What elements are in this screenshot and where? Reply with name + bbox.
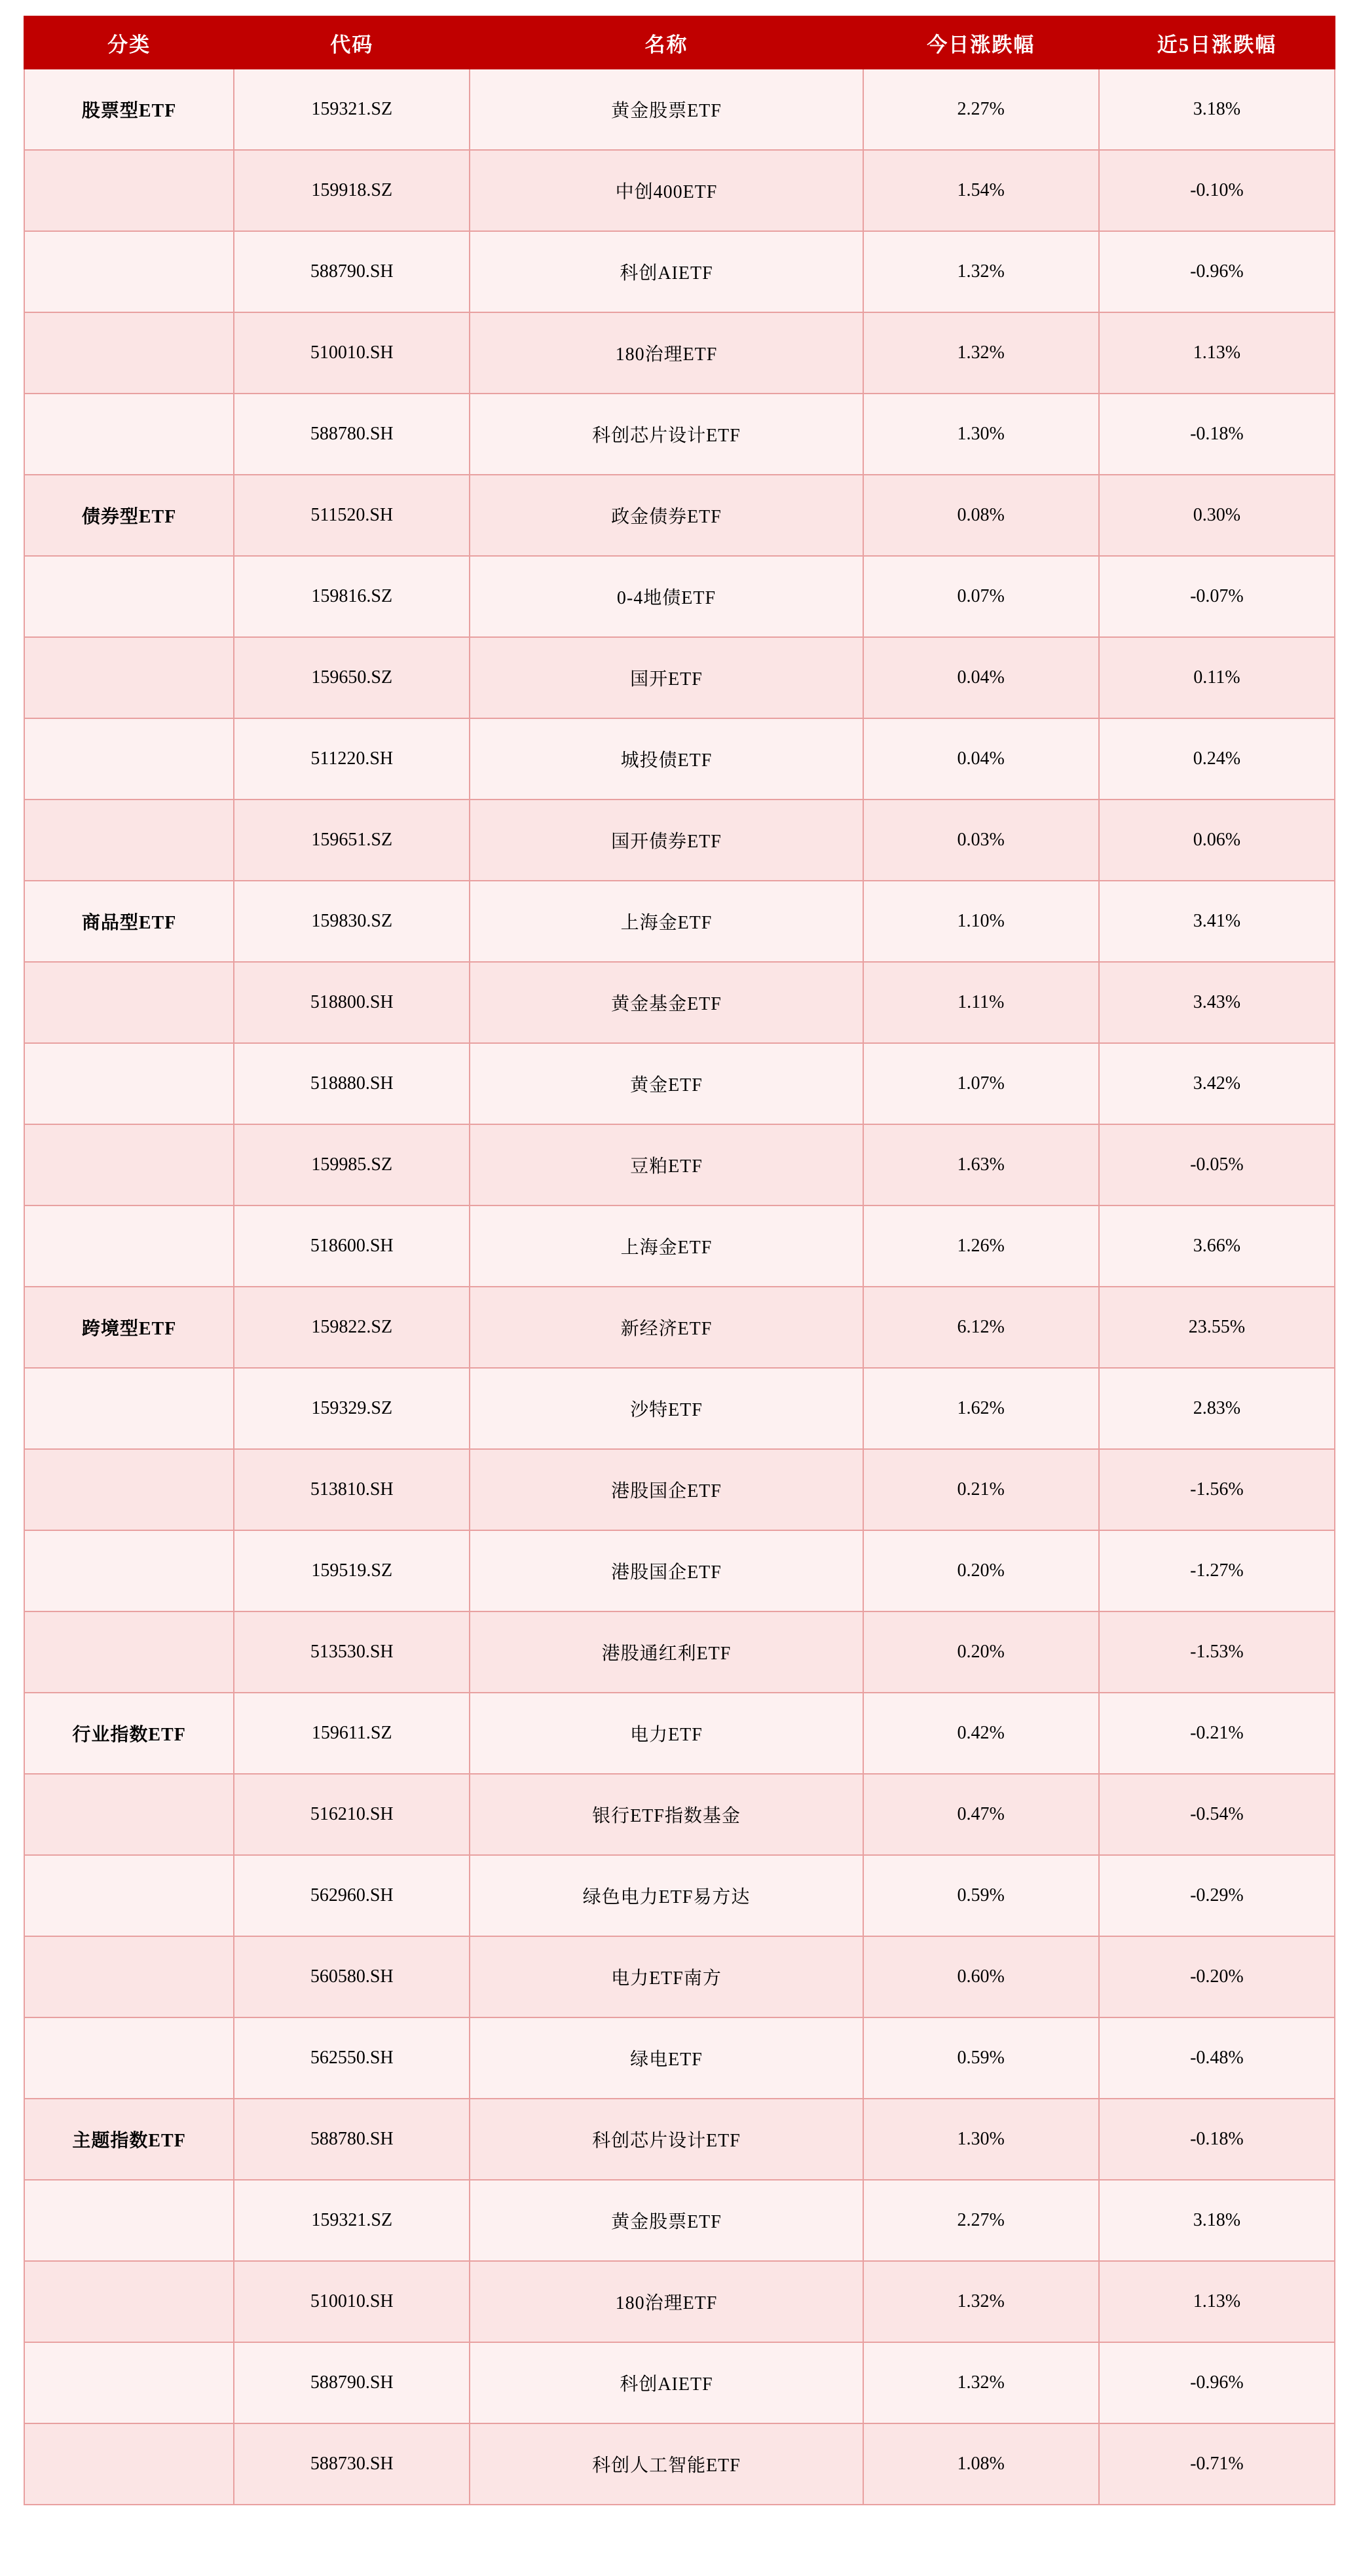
cell-five-day-change: 2.83% (1099, 1368, 1335, 1449)
cell-today-change: 1.08% (863, 2423, 1099, 2505)
cell-today-change: 0.20% (863, 1611, 1099, 1693)
cell-today-change: 6.12% (863, 1287, 1099, 1368)
cell-five-day-change: -0.96% (1099, 231, 1335, 312)
cell-code: 159651.SZ (234, 800, 470, 881)
cell-code: 159822.SZ (234, 1287, 470, 1368)
cell-name: 0-4地债ETF (470, 556, 863, 637)
cell-name: 政金债券ETF (470, 475, 863, 556)
cell-name: 港股通红利ETF (470, 1611, 863, 1693)
cell-code: 159611.SZ (234, 1693, 470, 1774)
cell-category (24, 1043, 234, 1124)
table-row (24, 1043, 1335, 1124)
cell-five-day-change: -0.20% (1099, 1936, 1335, 2017)
cell-category: 主题指数ETF (24, 2099, 234, 2180)
cell-category (24, 556, 234, 637)
cell-code: 159519.SZ (234, 1530, 470, 1611)
cell-five-day-change: -0.05% (1099, 1124, 1335, 1205)
cell-five-day-change: -1.53% (1099, 1611, 1335, 1693)
cell-name: 豆粕ETF (470, 1124, 863, 1205)
cell-five-day-change: 3.42% (1099, 1043, 1335, 1124)
cell-category (24, 394, 234, 475)
cell-five-day-change: -0.48% (1099, 2017, 1335, 2099)
cell-name: 电力ETF (470, 1693, 863, 1774)
cell-category (24, 2423, 234, 2505)
cell-name: 科创人工智能ETF (470, 2423, 863, 2505)
table-row (24, 1287, 1335, 1368)
cell-five-day-change: -0.18% (1099, 394, 1335, 475)
cell-category: 商品型ETF (24, 881, 234, 962)
table-row (24, 2017, 1335, 2099)
table-row (24, 556, 1335, 637)
table-row (24, 2099, 1335, 2180)
cell-code: 510010.SH (234, 2261, 470, 2342)
cell-five-day-change: 0.24% (1099, 718, 1335, 800)
cell-category (24, 231, 234, 312)
table-row (24, 312, 1335, 394)
cell-code: 562550.SH (234, 2017, 470, 2099)
cell-code: 588780.SH (234, 394, 470, 475)
cell-today-change: 0.21% (863, 1449, 1099, 1530)
cell-code: 159830.SZ (234, 881, 470, 962)
table-row (24, 1205, 1335, 1287)
table-row (24, 2261, 1335, 2342)
cell-code: 159321.SZ (234, 69, 470, 150)
cell-category (24, 2180, 234, 2261)
cell-today-change: 1.10% (863, 881, 1099, 962)
cell-category (24, 1205, 234, 1287)
cell-today-change: 0.60% (863, 1936, 1099, 2017)
cell-today-change: 1.32% (863, 312, 1099, 394)
cell-today-change: 0.47% (863, 1774, 1099, 1855)
table-row (24, 394, 1335, 475)
cell-name: 港股国企ETF (470, 1449, 863, 1530)
column-header-category: 分类 (24, 16, 234, 69)
cell-today-change: 1.30% (863, 2099, 1099, 2180)
cell-five-day-change: -0.18% (1099, 2099, 1335, 2180)
cell-name: 科创芯片设计ETF (470, 2099, 863, 2180)
cell-five-day-change: 0.11% (1099, 637, 1335, 718)
cell-five-day-change: -1.56% (1099, 1449, 1335, 1530)
cell-code: 511520.SH (234, 475, 470, 556)
table-row (24, 1449, 1335, 1530)
cell-name: 绿电ETF (470, 2017, 863, 2099)
cell-category (24, 150, 234, 231)
cell-code: 159329.SZ (234, 1368, 470, 1449)
cell-code: 518600.SH (234, 1205, 470, 1287)
cell-today-change: 1.62% (863, 1368, 1099, 1449)
cell-today-change: 1.07% (863, 1043, 1099, 1124)
cell-name: 上海金ETF (470, 881, 863, 962)
cell-today-change: 1.54% (863, 150, 1099, 231)
cell-today-change: 1.32% (863, 2342, 1099, 2423)
table-row (24, 1936, 1335, 2017)
cell-name: 电力ETF南方 (470, 1936, 863, 2017)
cell-code: 518880.SH (234, 1043, 470, 1124)
table-row (24, 800, 1335, 881)
cell-five-day-change: 3.18% (1099, 69, 1335, 150)
table-row (24, 1530, 1335, 1611)
column-header-five-day-change: 近5日涨跌幅 (1099, 16, 1335, 69)
cell-category (24, 1774, 234, 1855)
cell-name: 黄金股票ETF (470, 69, 863, 150)
cell-category (24, 800, 234, 881)
cell-five-day-change: 3.18% (1099, 2180, 1335, 2261)
cell-today-change: 0.42% (863, 1693, 1099, 1774)
cell-name: 银行ETF指数基金 (470, 1774, 863, 1855)
cell-five-day-change: -0.29% (1099, 1855, 1335, 1936)
cell-five-day-change: 1.13% (1099, 312, 1335, 394)
cell-five-day-change: 3.66% (1099, 1205, 1335, 1287)
cell-name: 黄金ETF (470, 1043, 863, 1124)
cell-code: 588790.SH (234, 231, 470, 312)
cell-today-change: 0.07% (863, 556, 1099, 637)
table-row (24, 2423, 1335, 2505)
cell-name: 港股国企ETF (470, 1530, 863, 1611)
table-row (24, 881, 1335, 962)
cell-category (24, 2342, 234, 2423)
table-row (24, 1774, 1335, 1855)
cell-code: 562960.SH (234, 1855, 470, 1936)
cell-five-day-change: -0.96% (1099, 2342, 1335, 2423)
cell-name: 黄金基金ETF (470, 962, 863, 1043)
table-row (24, 150, 1335, 231)
table-row (24, 637, 1335, 718)
cell-today-change: 0.03% (863, 800, 1099, 881)
etf-performance-table (24, 16, 1335, 2505)
table-row (24, 475, 1335, 556)
cell-name: 国开ETF (470, 637, 863, 718)
cell-category: 行业指数ETF (24, 1693, 234, 1774)
table-row (24, 718, 1335, 800)
cell-category: 债券型ETF (24, 475, 234, 556)
cell-category (24, 2017, 234, 2099)
table-row (24, 1368, 1335, 1449)
cell-today-change: 0.20% (863, 1530, 1099, 1611)
cell-name: 180治理ETF (470, 2261, 863, 2342)
cell-category (24, 312, 234, 394)
cell-category (24, 1611, 234, 1693)
cell-code: 510010.SH (234, 312, 470, 394)
cell-category: 跨境型ETF (24, 1287, 234, 1368)
cell-category (24, 1530, 234, 1611)
cell-today-change: 1.11% (863, 962, 1099, 1043)
cell-code: 588730.SH (234, 2423, 470, 2505)
cell-five-day-change: -0.10% (1099, 150, 1335, 231)
cell-five-day-change: -0.54% (1099, 1774, 1335, 1855)
cell-code: 588790.SH (234, 2342, 470, 2423)
cell-today-change: 0.59% (863, 1855, 1099, 1936)
table-row (24, 1693, 1335, 1774)
cell-five-day-change: 1.13% (1099, 2261, 1335, 2342)
cell-today-change: 1.26% (863, 1205, 1099, 1287)
cell-name: 沙特ETF (470, 1368, 863, 1449)
cell-code: 513530.SH (234, 1611, 470, 1693)
cell-five-day-change: -0.07% (1099, 556, 1335, 637)
cell-category (24, 2261, 234, 2342)
cell-today-change: 1.32% (863, 2261, 1099, 2342)
cell-code: 159650.SZ (234, 637, 470, 718)
column-header-name: 名称 (470, 16, 863, 69)
cell-name: 城投债ETF (470, 718, 863, 800)
cell-category (24, 962, 234, 1043)
cell-today-change: 0.08% (863, 475, 1099, 556)
cell-name: 中创400ETF (470, 150, 863, 231)
table-row (24, 1611, 1335, 1693)
cell-name: 上海金ETF (470, 1205, 863, 1287)
cell-five-day-change: 3.43% (1099, 962, 1335, 1043)
cell-name: 科创AIETF (470, 2342, 863, 2423)
cell-name: 180治理ETF (470, 312, 863, 394)
cell-name: 科创AIETF (470, 231, 863, 312)
cell-today-change: 2.27% (863, 69, 1099, 150)
cell-name: 新经济ETF (470, 1287, 863, 1368)
cell-five-day-change: -0.71% (1099, 2423, 1335, 2505)
cell-five-day-change: -0.21% (1099, 1693, 1335, 1774)
cell-category (24, 1368, 234, 1449)
cell-category: 股票型ETF (24, 69, 234, 150)
cell-code: 159321.SZ (234, 2180, 470, 2261)
cell-today-change: 1.30% (863, 394, 1099, 475)
cell-category (24, 1855, 234, 1936)
cell-code: 588780.SH (234, 2099, 470, 2180)
cell-today-change: 1.32% (863, 231, 1099, 312)
cell-code: 159918.SZ (234, 150, 470, 231)
cell-code: 560580.SH (234, 1936, 470, 2017)
cell-category (24, 1124, 234, 1205)
table-body (24, 69, 1335, 2505)
cell-today-change: 0.04% (863, 637, 1099, 718)
cell-five-day-change: 0.06% (1099, 800, 1335, 881)
table-header-row (24, 16, 1335, 69)
table-row (24, 1124, 1335, 1205)
table-row (24, 2180, 1335, 2261)
cell-name: 黄金股票ETF (470, 2180, 863, 2261)
column-header-code: 代码 (234, 16, 470, 69)
cell-five-day-change: 3.41% (1099, 881, 1335, 962)
cell-five-day-change: 23.55% (1099, 1287, 1335, 1368)
cell-code: 511220.SH (234, 718, 470, 800)
cell-code: 159816.SZ (234, 556, 470, 637)
table-header (24, 16, 1335, 69)
cell-category (24, 637, 234, 718)
cell-name: 科创芯片设计ETF (470, 394, 863, 475)
cell-code: 518800.SH (234, 962, 470, 1043)
cell-name: 国开债券ETF (470, 800, 863, 881)
table-row (24, 231, 1335, 312)
cell-five-day-change: 0.30% (1099, 475, 1335, 556)
column-header-today-change: 今日涨跌幅 (863, 16, 1099, 69)
cell-code: 513810.SH (234, 1449, 470, 1530)
cell-code: 159985.SZ (234, 1124, 470, 1205)
cell-name: 绿色电力ETF易方达 (470, 1855, 863, 1936)
table-row (24, 2342, 1335, 2423)
table-row (24, 1855, 1335, 1936)
cell-today-change: 1.63% (863, 1124, 1099, 1205)
cell-category (24, 1449, 234, 1530)
cell-today-change: 0.59% (863, 2017, 1099, 2099)
cell-today-change: 2.27% (863, 2180, 1099, 2261)
table-row (24, 962, 1335, 1043)
cell-today-change: 0.04% (863, 718, 1099, 800)
cell-five-day-change: -1.27% (1099, 1530, 1335, 1611)
table-row (24, 69, 1335, 150)
cell-code: 516210.SH (234, 1774, 470, 1855)
cell-category (24, 718, 234, 800)
cell-category (24, 1936, 234, 2017)
